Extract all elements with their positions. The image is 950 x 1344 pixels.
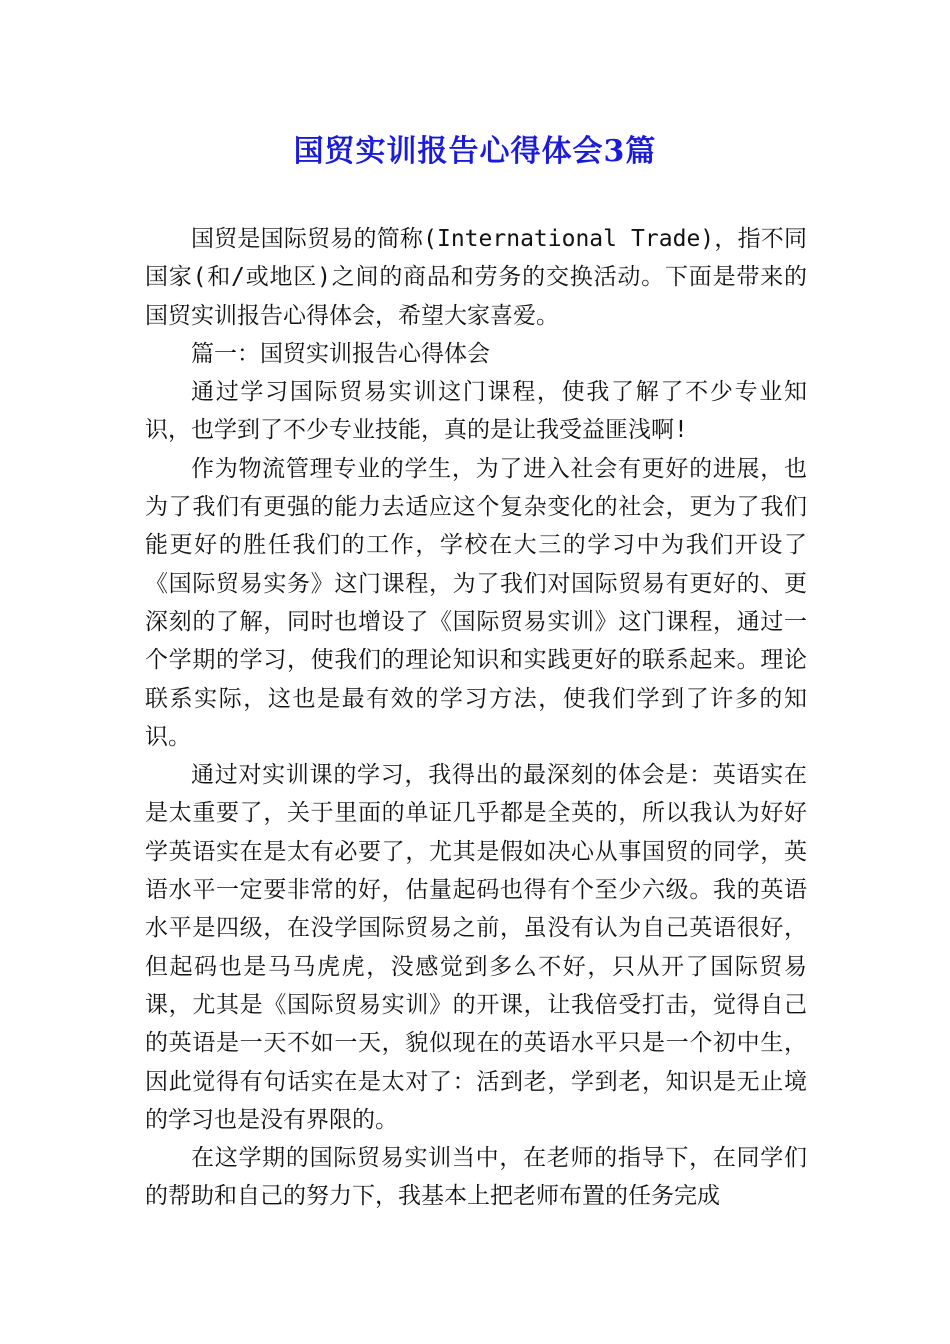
document-body: [145, 220, 807, 1216]
section-heading: 篇一：国贸实训报告心得体会: [191, 340, 490, 367]
paragraph-intro: 国贸是国际贸易的简称(International Trade)，指不同国家(和/或地区)之间的商品和劳务的交换活动。下面是带来的国贸实训报告心得体会，希望大家喜爱。: [145, 226, 807, 329]
paragraph: 作为物流管理专业的学生，为了进入社会有更好的进展，也为了我们有更强的能力去适应这个复杂变化的社会，更为了我们能更好的胜任我们的工作，学校在大三的学习中为我们开设了《国际贸易实务》这门课程，为了我们对国际贸易有更好的、更深刻的了解，同时也增设了《国际贸易实训》这门课程，通过一个学期的学习，使我们的理论知识和实践更好的联系起来。理论联系实际，这也是最有效的学习方法，使我们学到了许多的知识。: [145, 455, 807, 750]
document-title: 国贸实训报告心得体会3篇: [293, 134, 657, 169]
paragraph: 在这学期的国际贸易实训当中，在老师的指导下，在同学们的帮助和自己的努力下，我基本上把老师布置的任务完成: [145, 1145, 807, 1210]
paragraph: 通过学习国际贸易实训这门课程，使我了解了不少专业知识，也学到了不少专业技能，真的是让我受益匪浅啊!: [145, 379, 807, 444]
paragraph: 通过对实训课的学习，我得出的最深刻的体会是：英语实在是太重要了，关于里面的单证几乎都是全英的，所以我认为好好学英语实在是太有必要了，尤其是假如决心从事国贸的同学，英语水平一定要非常的好，估量起码也得有个至少六级。我的英语水平是四级，在没学国际贸易之前，虽没有认为自己英语很好，但起码也是马马虎虎，没感觉到多么不好，只从开了国际贸易课，尤其是《国际贸易实训》的开课，让我倍受打击，觉得自己的英语是一天不如一天，貌似现在的英语水平只是一个初中生，因此觉得有句话实在是太对了：活到老，学到老，知识是无止境的学习也是没有界限的。: [145, 762, 807, 1133]
